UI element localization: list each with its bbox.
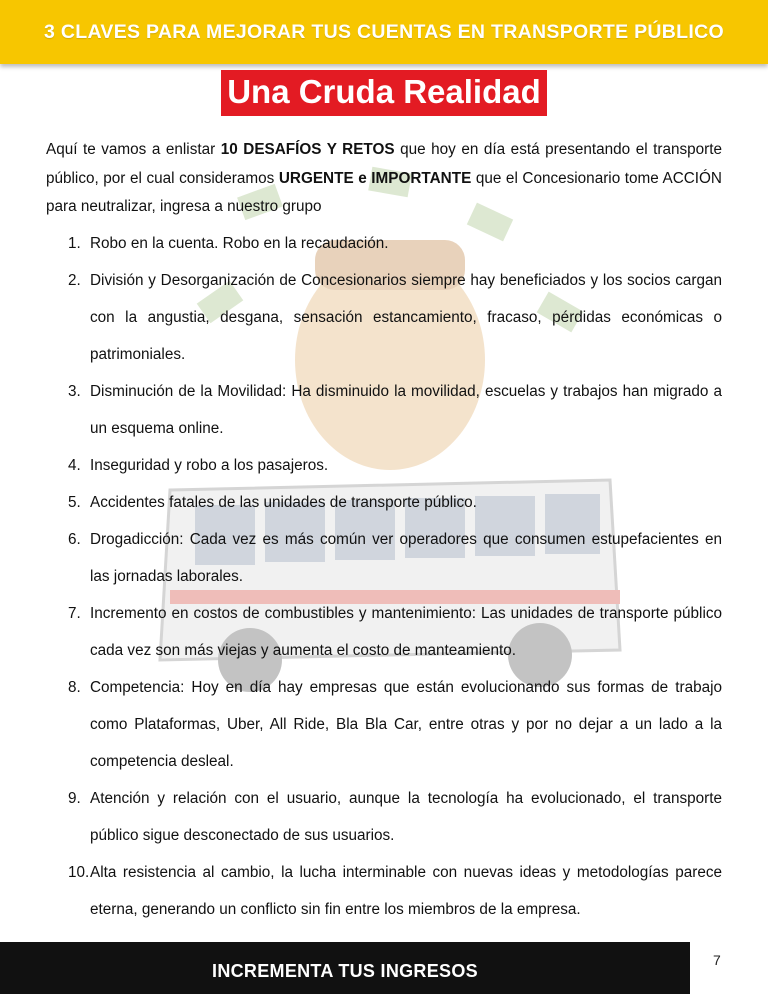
list-number: 2. xyxy=(68,271,81,289)
list-text: Inseguridad y robo a los pasajeros. xyxy=(90,456,329,474)
list-number: 10. xyxy=(68,863,90,881)
list-text: Alta resistencia al cambio, la lucha interminable con nuevas ideas y metodologías parece eterna, generando un conflicto sin fin entre los miembros de la empresa. xyxy=(90,863,722,918)
footer-text: INCREMENTA TUS INGRESOS xyxy=(212,960,478,981)
list-item xyxy=(46,225,722,262)
list-item xyxy=(46,262,722,373)
list-number: 8. xyxy=(68,678,81,696)
intro-part2: que hoy en día está presentando el transporte público, por el cual consideramos xyxy=(46,141,722,187)
list-text: Disminución de la Movilidad: Ha disminuido la movilidad, escuelas y trabajos han migrado a un esquema online. xyxy=(90,382,722,437)
footer-bar xyxy=(0,942,690,994)
list-item xyxy=(46,854,722,928)
list-text: Atención y relación con el usuario, aunque la tecnología ha evolucionado, el transporte público sigue desconectado de sus usuarios. xyxy=(90,789,722,844)
list-text: Competencia: Hoy en día hay empresas que están evolucionando sus formas de trabajo como Plataformas, Uber, All Ride, Bla Bla Car, entre otras y por no dejar a un lado a la competencia desleal. xyxy=(90,678,722,770)
challenges-list xyxy=(46,225,722,928)
list-item xyxy=(46,447,722,484)
list-number: 1. xyxy=(68,234,81,252)
title-wrap xyxy=(0,70,768,116)
list-number: 7. xyxy=(68,604,81,622)
list-item xyxy=(46,521,722,595)
intro-part1: Aquí te vamos a enlistar xyxy=(46,141,221,158)
content xyxy=(46,136,722,928)
banner-text: 3 CLAVES PARA MEJORAR TUS CUENTAS EN TRANSPORTE PÚBLICO xyxy=(44,20,724,43)
intro-paragraph xyxy=(46,136,722,222)
list-text: Drogadicción: Cada vez es más común ver operadores que consumen estupefacientes en las jornadas laborales. xyxy=(90,530,722,585)
list-number: 5. xyxy=(68,493,81,511)
list-item xyxy=(46,595,722,669)
list-text: Incremento en costos de combustibles y mantenimiento: Las unidades de transporte público cada vez son más viejas y aumenta el costo de manteamiento. xyxy=(90,604,722,659)
intro-bold-urgent: URGENTE e IMPORTANTE xyxy=(278,169,472,187)
list-number: 3. xyxy=(68,382,81,400)
page-title: Una Cruda Realidad xyxy=(221,70,547,116)
intro-bold-challenges: 10 DESAFÍOS Y RETOS xyxy=(220,141,395,158)
list-item xyxy=(46,373,722,447)
page-number: 7 xyxy=(713,952,721,968)
list-text: División y Desorganización de Concesionarios siempre hay beneficiados y los socios cargan con la angustia, desgana, sensación estancamiento, fracaso, pérdidas económicas o patrimoniales. xyxy=(90,271,722,363)
top-banner xyxy=(0,0,768,64)
list-number: 4. xyxy=(68,456,81,474)
list-text: Accidentes fatales de las unidades de transporte público. xyxy=(90,493,477,511)
list-item xyxy=(46,780,722,854)
list-text: Robo en la cuenta. Robo en la recaudación. xyxy=(90,234,389,252)
intro-part3: que el Concesionario tome ACCIÓN para neutralizar, ingresa a nuestro grupo xyxy=(46,169,722,215)
list-number: 6. xyxy=(68,530,81,548)
list-item xyxy=(46,484,722,521)
list-number: 9. xyxy=(68,789,81,807)
list-item xyxy=(46,669,722,780)
